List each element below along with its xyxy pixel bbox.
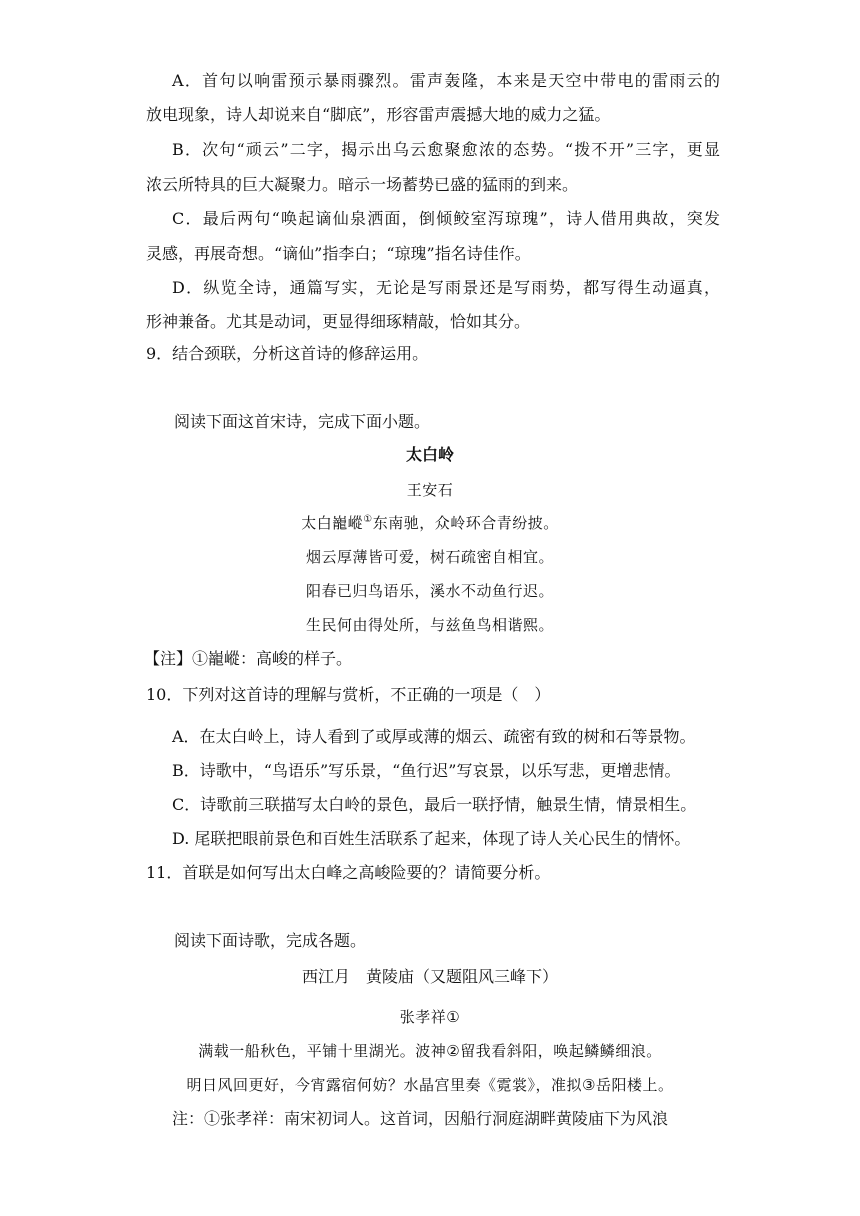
poem2-author: 张孝祥① [399, 1008, 461, 1026]
option-b-line2: 浓云所特具的巨大凝聚力。暗示一场蓄势已盛的猛雨的到来。 [146, 175, 579, 194]
poem-line-1-post: 东南驰，众岭环合青纷披。 [372, 514, 559, 532]
poem-author: 王安石 [406, 481, 454, 499]
question-10-option-c: C．诗歌前三联描写太白岭的景色，最后一联抒情，触景生情，情景相生。 [172, 795, 697, 814]
question-11: 11．首联是如何写出太白峰之高峻险要的？请简要分析。 [146, 863, 551, 882]
poem-line-4: 生民何由得处所，与兹鱼鸟相谐熙。 [305, 616, 554, 634]
option-c-line2: 灵感，再展奇想。“谪仙”指李白；“琼瑰”指名诗佳作。 [146, 244, 531, 263]
question-10-option-b: B．诗歌中，“鸟语乐”写乐景，“鱼行迟”写哀景，以乐写悲，更增悲情。 [172, 761, 681, 780]
option-d-line1: D．纵览全诗，通篇写实，无论是写雨景还是写雨势，都写得生动逼真， [172, 278, 720, 297]
section3-intro: 阅读下面诗歌，完成各题。 [174, 931, 367, 950]
poem2-line-2: 明日风回更好，今宵露宿何妨？水晶宫里奏《霓裳》，准拟③岳阳楼上。 [186, 1076, 674, 1094]
poem-line-1-pre: 太白巃嵷 [301, 514, 364, 532]
poem2-title: 西江月 黄陵庙（又题阻风三峰下） [301, 967, 558, 986]
question-10-option-d: D. 尾联把眼前景色和百姓生活联系了起来，体现了诗人关心民生的情怀。 [172, 829, 691, 848]
question-9: 9．结合颈联，分析这首诗的修辞运用。 [146, 344, 429, 363]
poem-title: 太白岭 [405, 445, 454, 464]
poem-line-1 [0, 512, 860, 534]
poem-line-3: 阳春已归鸟语乐，溪水不动鱼行迟。 [305, 582, 554, 600]
poem-note: 【注】①巃嵷：高峻的样子。 [144, 649, 353, 668]
poem2-note: 注：①张孝祥：南宋初词人。这首词，因船行洞庭湖畔黄陵庙下为风浪 [172, 1109, 669, 1128]
option-c-line1: C．最后两句“唤起谪仙泉洒面，倒倾鲛室泻琼瑰”，诗人借用典故，突发 [172, 209, 720, 228]
section2-intro: 阅读下面这首宋诗，完成下面小题。 [174, 412, 431, 431]
question-10-option-a: A．在太白岭上，诗人看到了或厚或薄的烟云、疏密有致的树和石等景物。 [172, 727, 696, 746]
poem2-line-1: 满载一船秋色，平铺十里湖光。波神②留我看斜阳，唤起鳞鳞细浪。 [198, 1042, 662, 1060]
option-a-line1: A．首句以响雷预示暴雨骤烈。雷声轰隆，本来是天空中带电的雷雨云的 [172, 71, 720, 90]
footnote-mark: ① [363, 514, 373, 525]
question-10-stem: 10．下列对这首诗的理解与赏析，不正确的一项是（ ） [146, 685, 551, 704]
option-a-line2: 放电现象，诗人却说来自“脚底”，形容雷声震撼大地的威力之猛。 [146, 105, 611, 124]
option-b-line1: B．次句“顽云”二字，揭示出乌云愈聚愈浓的态势。“拨不开”三字，更显 [172, 140, 720, 159]
poem-line-2: 烟云厚薄皆可爱，树石疏密自相宜。 [305, 548, 554, 566]
option-d-line2: 形神兼备。尤其是动词，更显得细琢精敲，恰如其分。 [146, 312, 531, 331]
